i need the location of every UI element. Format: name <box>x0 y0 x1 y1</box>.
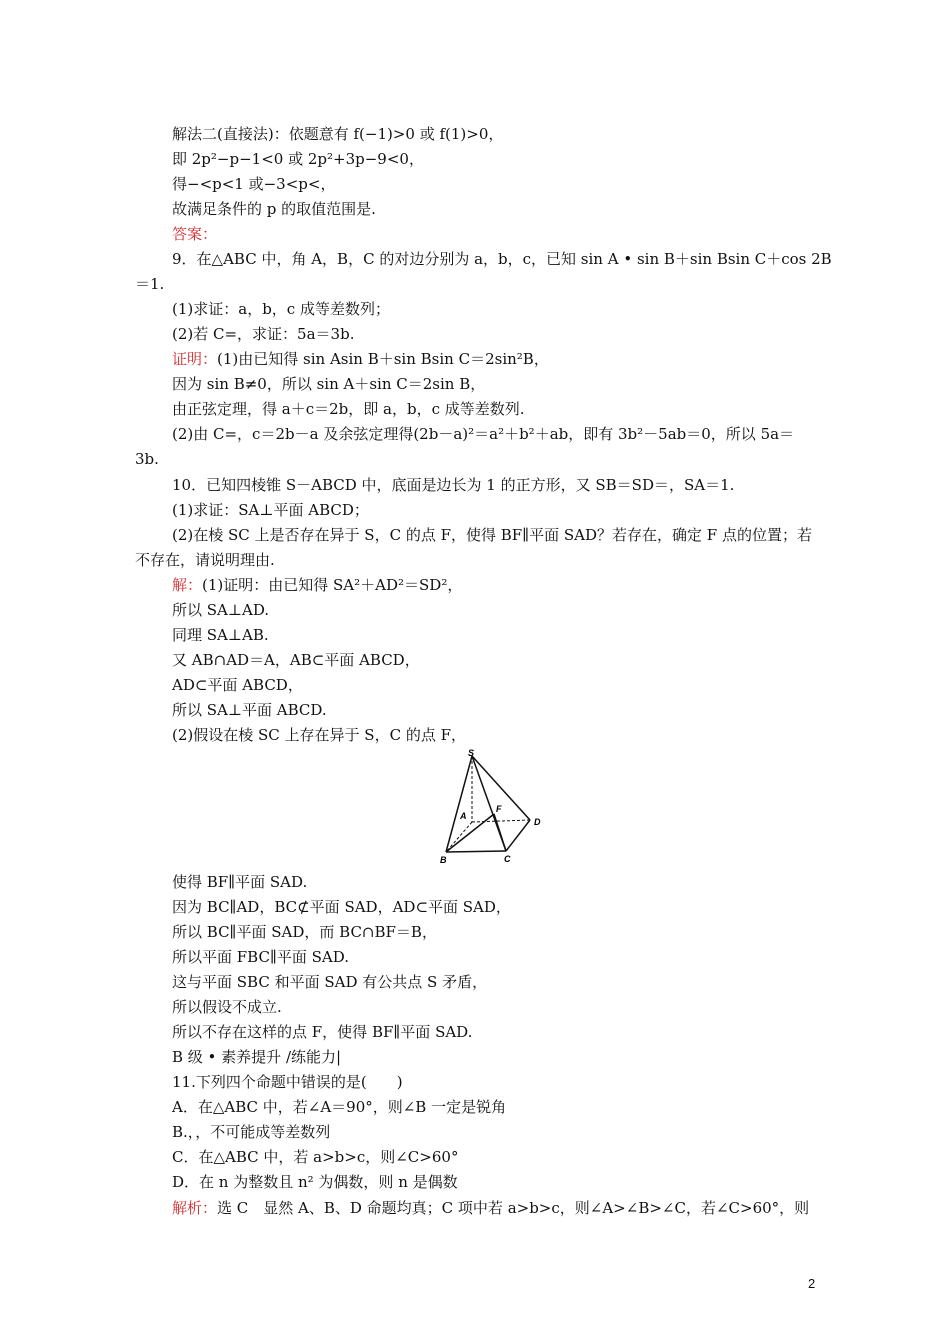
option-d: D．在 n 为整数且 n² 为偶数，则 n 是偶数 <box>172 1173 458 1191</box>
text-line: 所以 BC∥平面 SAD，而 BC∩BF＝B， <box>172 923 437 941</box>
text-line: (1)求证：SA⊥平面 ABCD； <box>172 501 369 519</box>
text-line: 这与平面 SBC 和平面 SAD 有公共点 S 矛盾， <box>172 973 488 991</box>
text-line: 所以 SA⊥平面 ABCD. <box>172 701 327 719</box>
text-line: (2)在棱 SC 上是否存在异于 S，C 的点 F，使得 BF∥平面 SAD？若存在，确定 F 点的位置；若 <box>172 526 812 544</box>
page-number: 2 <box>808 1276 816 1291</box>
vertex-label-b: B <box>440 855 447 865</box>
text-line: AD⊂平面 ABCD， <box>172 676 303 694</box>
vertex-label-c: C <box>504 854 511 864</box>
text-line: 即 2p²−p−1<0 或 2p²+3p−9<0， <box>172 150 424 168</box>
text-line: 又 AB∩AD＝A，AB⊂平面 ABCD， <box>172 651 420 669</box>
text-line: 使得 BF∥平面 SAD. <box>172 873 308 891</box>
text-line: 故满足条件的 p 的取值范围是. <box>172 200 376 218</box>
text-line: (1)求证：a，b，c 成等差数列； <box>172 300 390 318</box>
point-label-f: F <box>496 804 502 814</box>
text-line: 所以假设不成立. <box>172 998 282 1016</box>
text-line: (1)证明：由已知得 SA²＋AD²＝SD²， <box>202 576 463 594</box>
solution-tag: 解： <box>172 576 203 594</box>
text-line: 所以平面 FBC∥平面 SAD. <box>172 948 350 966</box>
text-line: 得−<p<1 或−3<p<， <box>172 175 336 193</box>
text-line: 因为 sin B≠0，所以 sin A＋sin C＝2sin B， <box>172 375 486 393</box>
text-line: 同理 SA⊥AB. <box>172 626 269 644</box>
text-line: (1)由已知得 sin Asin B＋sin Bsin C＝2sin²B， <box>217 350 549 368</box>
question-11-stem: 11.下列四个命题中错误的是( ) <box>172 1073 403 1091</box>
text-line: 所以 SA⊥AD. <box>172 601 270 619</box>
question-9-stem: 9．在△ABC 中，角 A，B，C 的对边分别为 a，b，c，已知 sin A • sin B＋sin Bsin C＋cos 2B <box>172 250 832 268</box>
text-line: 解法二(直接法)：依题意有 f(−1)>0 或 f(1)>0， <box>172 125 504 143</box>
option-c: C．在△ABC 中，若 a>b>c，则∠C>60° <box>172 1148 459 1166</box>
option-b: B.，，不可能成等差数列 <box>172 1123 331 1141</box>
solution-line <box>172 575 462 595</box>
text-line: 3b. <box>135 450 159 468</box>
answer-tag: 答案： <box>172 225 218 243</box>
text-line: (2)假设在棱 SC 上存在异于 S，C 的点 F， <box>172 726 467 744</box>
text-line: 选 C 显然 A、B、D 命题均真；C 项中若 a>b>c，则∠A>∠B>∠C，若∠C>60°，则 <box>217 1199 810 1217</box>
text-line: 由正弦定理，得 a＋c＝2b，即 a，b，c 成等差数列. <box>172 400 525 418</box>
text-line: ＝1. <box>135 275 165 293</box>
text-line: (2)由 C=，c＝2b－a 及余弦定理得(2b－a)²＝a²＋b²＋ab，即有 3b²－5ab＝0，所以 5a＝ <box>172 425 795 443</box>
text-line: (2)若 C=，求证：5a＝3b. <box>172 325 355 343</box>
text-line: 因为 BC∥AD，BC⊄平面 SAD，AD⊂平面 SAD， <box>172 898 511 916</box>
option-a: A．在△ABC 中，若∠A＝90°，则∠B 一定是锐角 <box>172 1098 507 1116</box>
vertex-label-d: D <box>534 817 541 827</box>
vertex-label-a: A <box>460 811 467 821</box>
analysis-line <box>172 1198 809 1218</box>
proof-tag: 证明： <box>172 350 218 368</box>
vertex-label-s: S <box>468 748 475 758</box>
analysis-tag: 解析： <box>172 1199 218 1217</box>
proof-line <box>172 349 549 369</box>
text-line: 不存在，请说明理由. <box>135 551 275 569</box>
text-line: 所以不存在这样的点 F，使得 BF∥平面 SAD. <box>172 1023 473 1041</box>
section-heading: B 级 • 素养提升 /练能力| <box>172 1048 342 1066</box>
question-10-stem: 10．已知四棱锥 S－ABCD 中，底面是边长为 1 的正方形，又 SB＝SD＝，SA＝1. <box>172 476 735 494</box>
pyramid-figure <box>430 748 550 868</box>
